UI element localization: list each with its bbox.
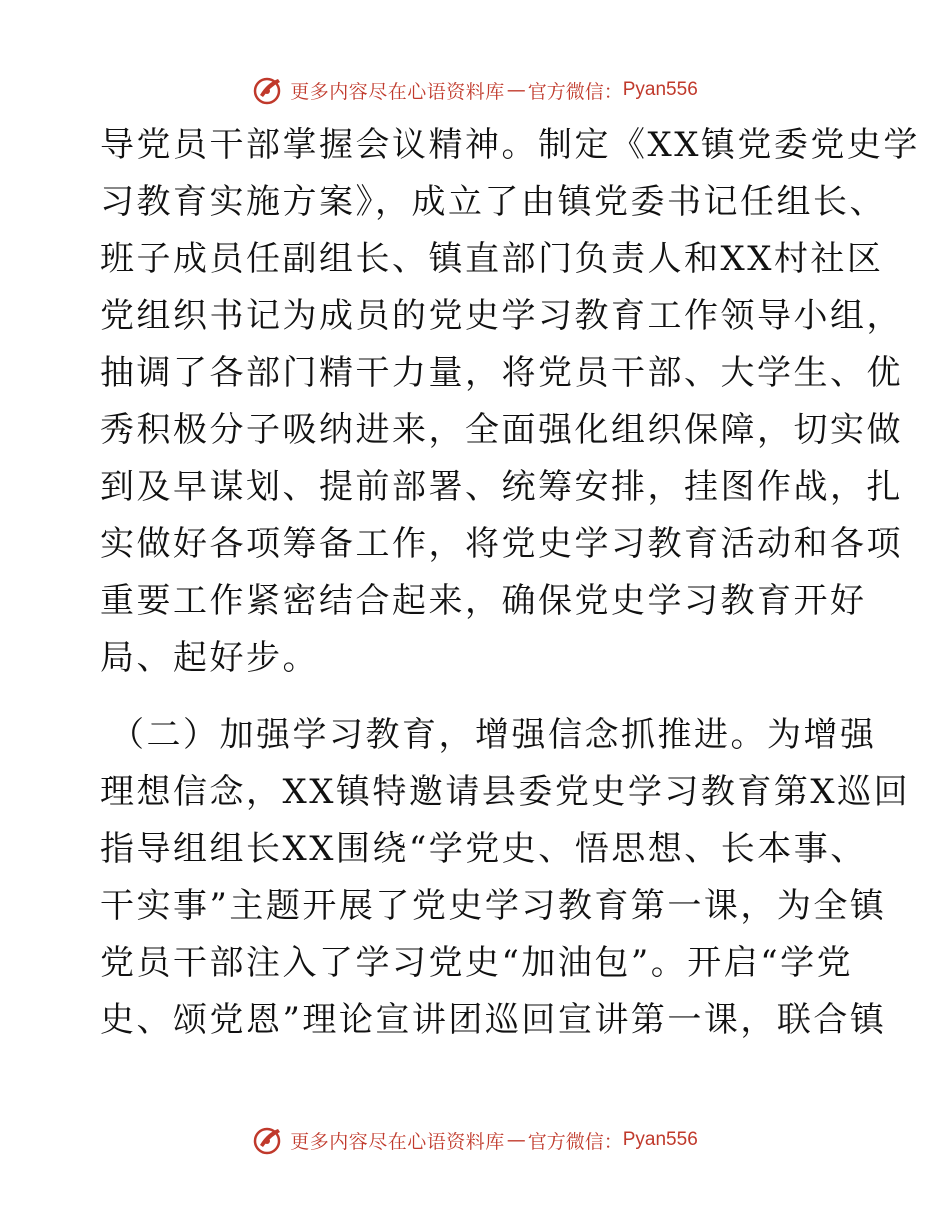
banner-wechat-id: Pyan556 [622,79,698,100]
text-line: 局、起好步。 [100,638,319,678]
text-line: 理想信念，XX镇特邀请县委党史学习教育第X巡回 [100,772,911,812]
text-line: 秀积极分子吸纳进来，全面强化组织保障，切实做 [100,410,903,450]
document-body [100,117,920,1049]
text-line: 到及早谋划、提前部署、统筹安排，挂图作战，扎 [100,467,903,507]
paragraph-2 [100,707,911,1049]
header-banner [0,70,950,110]
banner-wechat-label: 官方微信： [527,1130,623,1153]
banner-slogan: 更多内容尽在心语资料库 [290,80,505,103]
banner-wechat-id: Pyan556 [622,1129,698,1150]
paragraph-1 [100,117,920,687]
text-line: 导党员干部掌握会议精神。制定《XX镇党委党史学 [100,125,920,165]
pen-logo-icon [252,1123,286,1157]
text-line: 班子成员任副组长、镇直部门负责人和XX村社区 [100,239,884,279]
text-line: 习教育实施方案》，成立了由镇党委书记任组长、 [100,182,886,222]
text-line: 实做好各项筹备工作，将党史学习教育活动和各项 [100,524,903,564]
paragraph-gap [100,687,860,707]
pen-logo-icon [252,73,286,107]
text-line: 指导组组长XX围绕“学党史、悟思想、长本事、 [100,829,867,869]
text-line: 党员干部注入了学习党史“加油包”。开启“学党 [100,943,854,983]
text-line: 党组织书记为成员的党史学习教育工作领导小组， [100,296,903,336]
text-line: （二）加强学习教育，增强信念抓推进。为增强 [110,715,877,755]
banner-slogan: 更多内容尽在心语资料库 [290,1130,505,1153]
banner-separator: — [506,1129,526,1151]
footer-banner [0,1120,950,1160]
text-line: 重要工作紧密结合起来，确保党史学习教育开好 [100,581,867,621]
text-line: 抽调了各部门精干力量，将党员干部、大学生、优 [100,353,903,393]
text-line: 史、颂党恩”理论宣讲团巡回宣讲第一课，联合镇 [100,1000,887,1040]
banner-wechat-label: 官方微信： [527,80,623,103]
text-line: 干实事”主题开展了党史学习教育第一课，为全镇 [100,886,887,926]
banner-separator: — [506,79,526,101]
